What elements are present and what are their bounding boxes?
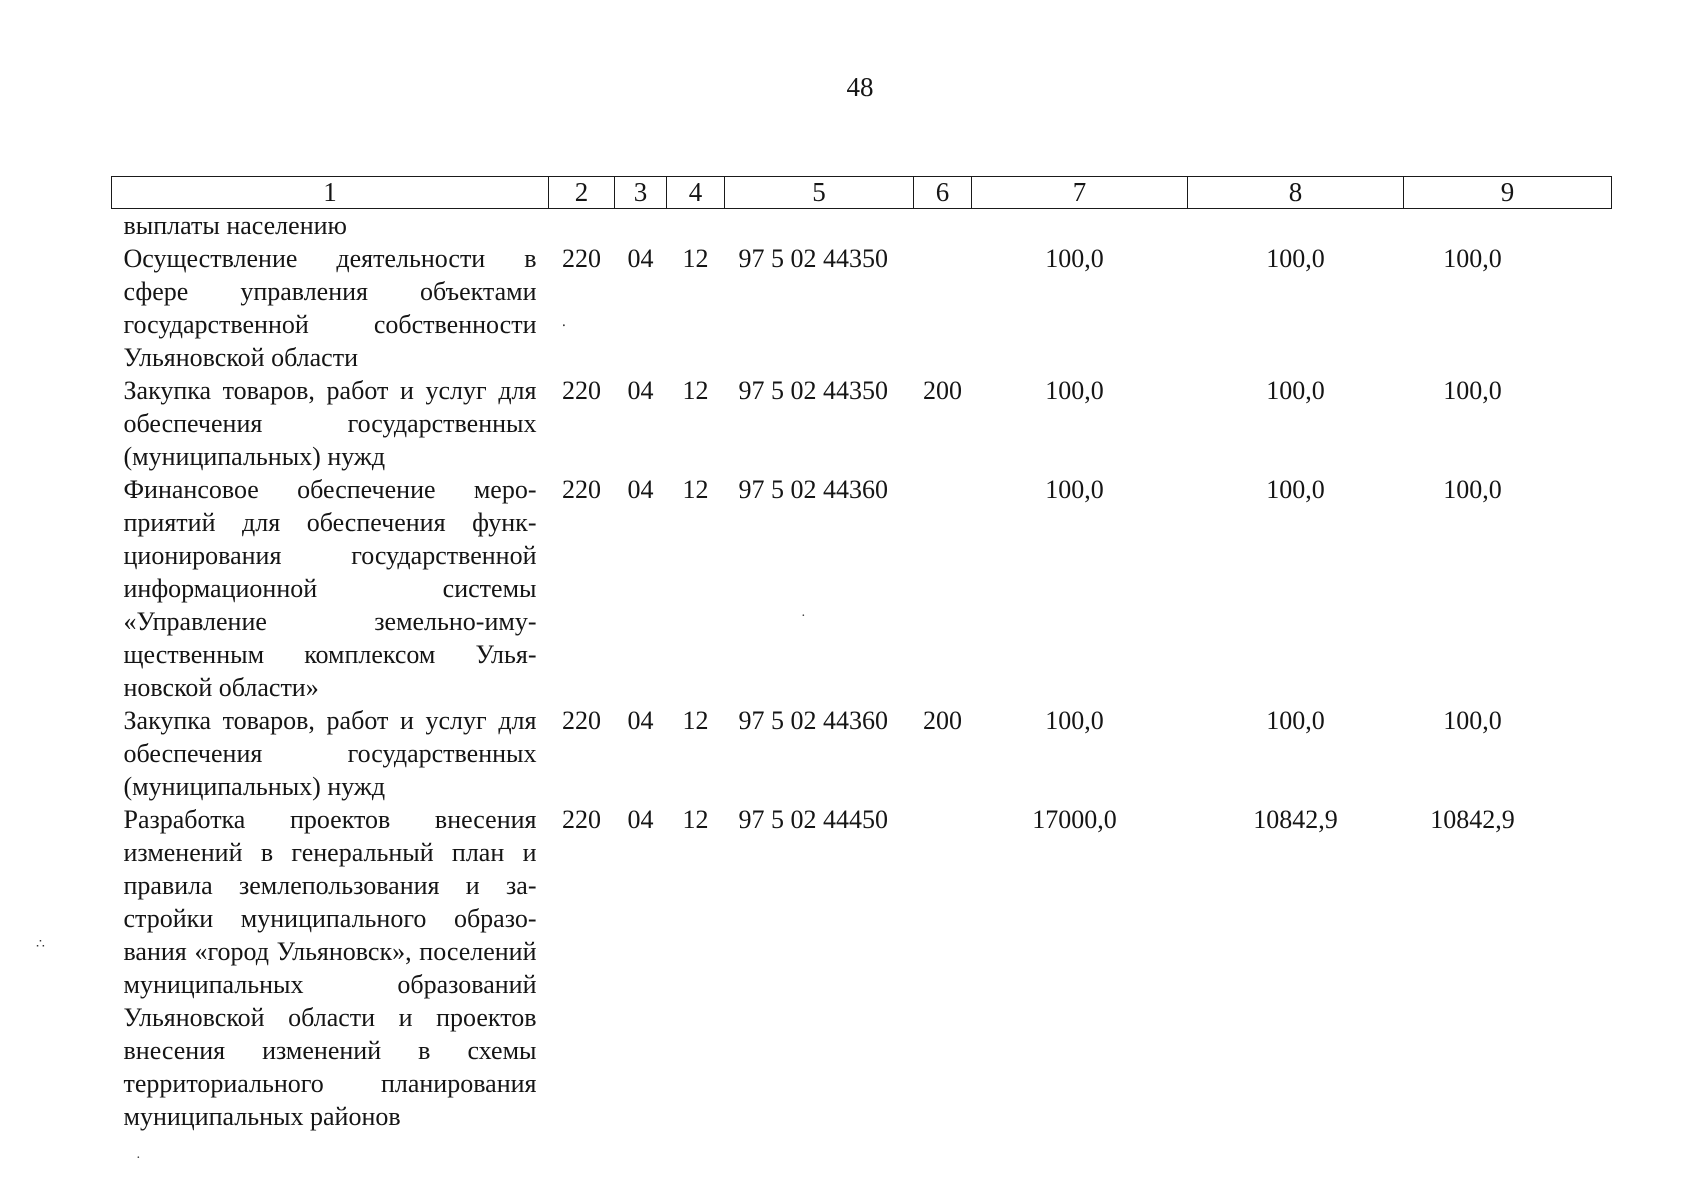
cell-code-3: 04	[627, 475, 654, 504]
col-header-4: 4	[667, 177, 725, 209]
table-row	[112, 242, 1612, 374]
table-row	[112, 473, 1612, 704]
cell-amount-8: 10842,9	[1253, 805, 1338, 834]
cell-code-2: 220	[562, 376, 601, 405]
cell-code-2: 220	[562, 244, 601, 273]
row-name: Закупка товаров, работ и услуг для обеспечения государственных (муниципальных) нужд	[123, 706, 537, 801]
cell-code-4: 12	[682, 706, 709, 735]
cell-code-2: 220	[562, 805, 601, 834]
cell-amount-8: 100,0	[1266, 244, 1325, 273]
cell-expense-type	[914, 242, 972, 374]
cell-code-4: 12	[682, 805, 709, 834]
cell-code-4: 12	[682, 475, 709, 504]
cell-amount-7: 100,0	[1045, 376, 1104, 405]
scan-speck: ·	[136, 1151, 141, 1166]
budget-table	[111, 176, 1612, 1133]
cell-amount-8: 100,0	[1266, 706, 1325, 735]
cell-amount-7: 17000,0	[1032, 805, 1117, 834]
cell-target-article: 97 5 02 44360	[738, 706, 888, 735]
cell-expense-type: 200	[923, 376, 962, 405]
cell-code-4: 12	[682, 244, 709, 273]
cell-target-article: 97 5 02 44450	[738, 805, 888, 834]
cell-code-2: 220	[562, 706, 601, 735]
cell-code-3: 04	[627, 706, 654, 735]
cell-code-3	[615, 209, 667, 243]
col-header-3: 3	[615, 177, 667, 209]
cell-code-2: 220	[562, 475, 601, 504]
cell-code-3: 04	[627, 376, 654, 405]
cell-amount-8	[1188, 209, 1404, 243]
cell-amount-9: 100,0	[1443, 475, 1502, 504]
col-header-2: 2	[549, 177, 615, 209]
cell-amount-9: 100,0	[1443, 376, 1502, 405]
row-name: Финансовое обеспечение мероприятий для обеспечения функционирования государственной информационной системы «Управление земельно-имущественным комплексом Ульяновской области»	[123, 475, 537, 702]
table-row	[112, 209, 1612, 243]
table-row	[112, 704, 1612, 803]
scan-speck: ·	[801, 609, 806, 624]
col-header-9: 9	[1404, 177, 1612, 209]
scan-speck: ∴	[36, 937, 45, 952]
cell-target-article: 97 5 02 44350	[738, 244, 888, 273]
cell-expense-type	[914, 473, 972, 704]
cell-amount-9: 10842,9	[1430, 805, 1515, 834]
table-row	[112, 374, 1612, 473]
page-number: 48	[846, 72, 874, 102]
cell-code-4	[667, 209, 725, 243]
col-header-5: 5	[725, 177, 914, 209]
header-row	[112, 177, 1612, 209]
cell-code-4: 12	[682, 376, 709, 405]
scan-speck: ⸳	[562, 317, 566, 332]
cell-amount-7: 100,0	[1045, 475, 1104, 504]
col-header-8: 8	[1188, 177, 1404, 209]
cell-amount-7	[972, 209, 1188, 243]
row-name: выплаты населению	[123, 211, 347, 240]
row-name: Разработка проектов внесения изменений в генеральный план и правила землепользования и застройки муниципального образования «город Ульяновск», поселений муниципальных образований Ульяновской области и проектов внесения изменений в схемы территориального планирования муниципальных районов	[123, 805, 537, 1131]
cell-code-2	[549, 209, 615, 243]
cell-target-article: 97 5 02 44360	[738, 475, 888, 504]
col-header-7: 7	[972, 177, 1188, 209]
col-header-1: 1	[112, 177, 549, 209]
cell-target-article: 97 5 02 44350	[738, 376, 888, 405]
row-name: Осуществление деятельности в сфере управления объектами государственной собственности Ульяновской области	[123, 244, 537, 372]
cell-amount-9: 100,0	[1443, 244, 1502, 273]
col-header-6: 6	[914, 177, 972, 209]
cell-amount-7: 100,0	[1045, 244, 1104, 273]
table-row	[112, 803, 1612, 1133]
cell-code-3: 04	[627, 805, 654, 834]
cell-expense-type	[914, 803, 972, 1133]
cell-amount-8: 100,0	[1266, 376, 1325, 405]
cell-amount-9	[1404, 209, 1612, 243]
cell-amount-8: 100,0	[1266, 475, 1325, 504]
cell-amount-9: 100,0	[1443, 706, 1502, 735]
row-name: Закупка товаров, работ и услуг для обеспечения государственных (муниципальных) нужд	[123, 376, 537, 471]
cell-expense-type: 200	[923, 706, 962, 735]
cell-code-3: 04	[627, 244, 654, 273]
cell-amount-7: 100,0	[1045, 706, 1104, 735]
cell-expense-type	[914, 209, 972, 243]
cell-target-article	[725, 209, 914, 243]
